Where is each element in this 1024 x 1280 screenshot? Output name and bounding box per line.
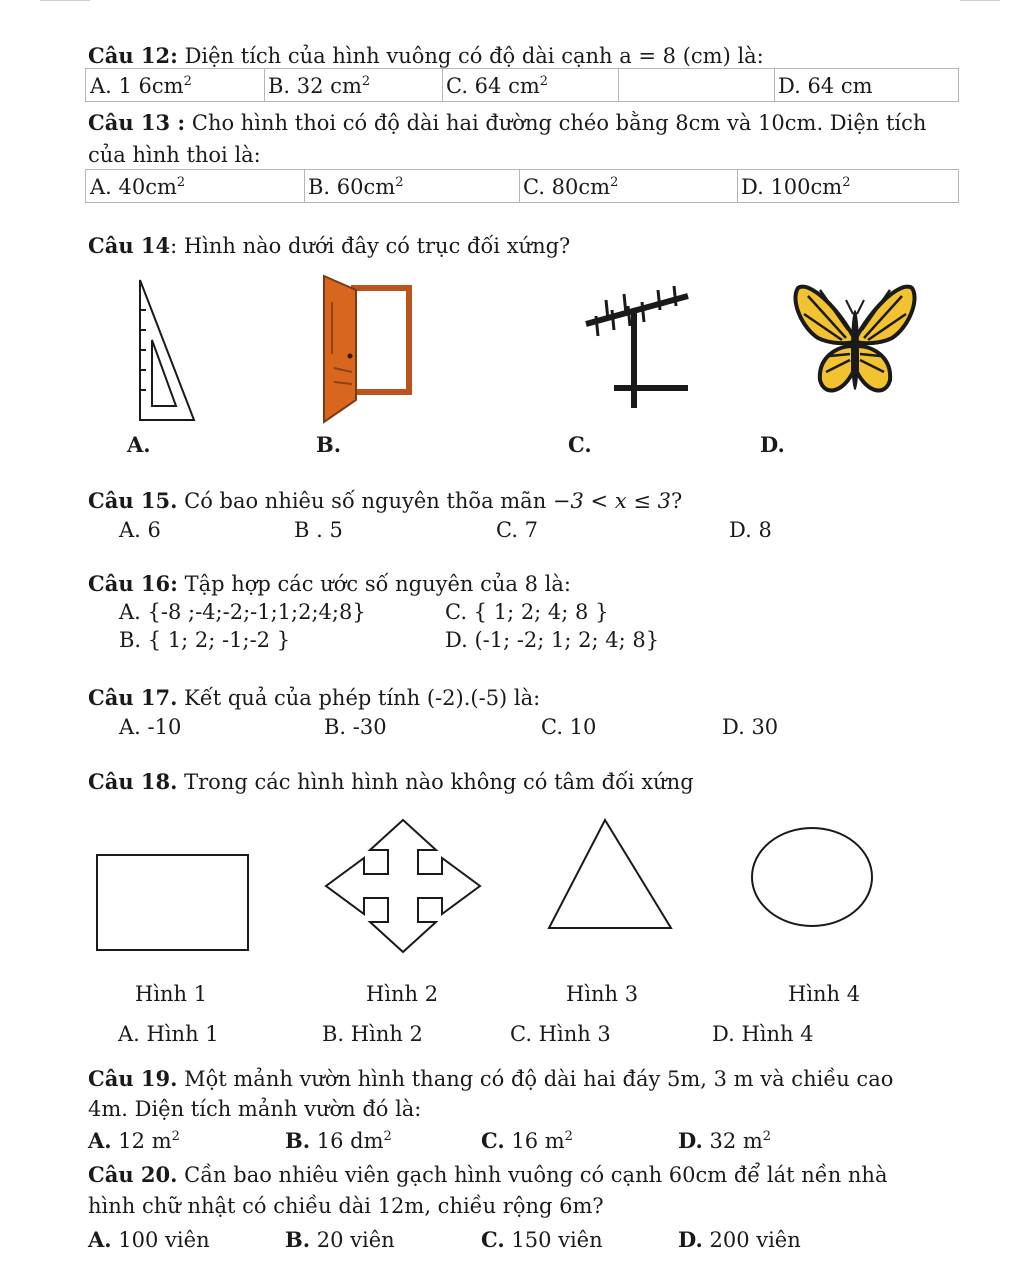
q17-option-a[interactable]: A. -10 [119, 715, 182, 739]
q15-option-b[interactable]: B . 5 [294, 518, 343, 542]
q19-option-a[interactable]: A. 12 $m^2$ [88, 1128, 180, 1153]
q12-option-d[interactable]: D. 64 cm [778, 74, 873, 98]
q18-option-c[interactable]: C. Hình 3 [510, 1022, 611, 1046]
q16-option-a[interactable]: A. {-8 ;-4;-2;-1;1;2;4;8} [119, 600, 366, 624]
q20-option-d[interactable]: D. 200 viên [678, 1227, 801, 1252]
q12-option-c[interactable]: C. 64 $cm^2$ [446, 74, 549, 98]
q15-option-a[interactable]: A. 6 [119, 518, 161, 542]
q13-option-c[interactable]: C. $80cm^2$ [523, 175, 619, 199]
q18-option-b[interactable]: B. Hình 2 [322, 1022, 423, 1046]
question-15: Câu 15. Có bao nhiêu số nguyên thõa mãn −3 < x ≤ 3? [88, 488, 683, 513]
q19-option-c[interactable]: C. 16 $m^2$ [481, 1128, 573, 1153]
antenna-figure [584, 286, 694, 410]
q12-option-b[interactable]: B. 32 $cm^2$ [268, 74, 371, 98]
door-figure [320, 272, 415, 424]
page-edge-mark [960, 0, 1000, 1]
question-13-line2: của hình thoi là: [88, 143, 261, 167]
q18-caption-2: Hình 2 [366, 982, 439, 1006]
q13-option-b[interactable]: B. $60cm^2$ [308, 175, 404, 199]
rectangle-figure [96, 854, 251, 952]
q17-option-b[interactable]: B. -30 [324, 715, 387, 739]
q12-options-table [85, 68, 959, 102]
q18-caption-3: Hình 3 [566, 982, 639, 1006]
butterfly-figure [790, 280, 920, 404]
q14-caption-d: D. [760, 432, 785, 457]
q20-option-a[interactable]: A. 100 viên [88, 1227, 210, 1252]
q15-option-d[interactable]: D. 8 [729, 518, 772, 542]
question-18: Câu 18. Trong các hình hình nào không có tâm đối xứng [88, 769, 694, 794]
question-13: Câu 13 : Cho hình thoi có độ dài hai đường chéo bằng 8cm và 10cm. Diện tích [88, 110, 927, 135]
q20-option-b[interactable]: B. 20 viên [285, 1227, 395, 1252]
q20-option-c[interactable]: C. 150 viên [481, 1227, 603, 1252]
page-edge-mark [40, 0, 90, 1]
q15-option-c[interactable]: C. 7 [496, 518, 539, 542]
q17-option-c[interactable]: C. 10 [541, 715, 597, 739]
q18-option-d[interactable]: D. Hình 4 [712, 1022, 814, 1046]
q19-option-d[interactable]: D. 32 $m^2$ [678, 1128, 772, 1153]
triangle-figure [547, 818, 673, 930]
four-arrow-figure [322, 818, 484, 954]
q13-option-a[interactable]: A. $40cm^2$ [90, 175, 186, 199]
question-17: Câu 17. Kết quả của phép tính (-2).(-5) là: [88, 685, 541, 710]
q14-caption-b: B. [316, 432, 342, 457]
circle-figure [750, 826, 875, 928]
q14-caption-c: C. [568, 432, 592, 457]
q13-option-d[interactable]: D. $100cm^2$ [741, 175, 851, 199]
question-20-line2: hình chữ nhật có chiều dài 12m, chiều rộng 6m? [88, 1194, 604, 1218]
q18-caption-4: Hình 4 [788, 982, 861, 1006]
q13-options-table [85, 169, 959, 203]
question-12: Câu 12: Diện tích của hình vuông có độ dài cạnh a = 8 (cm) là: [88, 43, 764, 68]
q16-option-c[interactable]: C. { 1; 2; 4; 8 } [445, 600, 609, 624]
question-16: Câu 16: Tập hợp các ước số nguyên của 8 là: [88, 571, 571, 596]
set-square-figure [130, 276, 200, 424]
q17-option-d[interactable]: D. 30 [722, 715, 779, 739]
question-14: Câu 14: Hình nào dưới đây có trục đối xứng? [88, 233, 571, 258]
question-20: Câu 20. Cần bao nhiêu viên gạch hình vuông có cạnh 60cm để lát nền nhà [88, 1162, 888, 1187]
q16-option-b[interactable]: B. { 1; 2; -1;-2 } [119, 628, 291, 652]
q16-option-d[interactable]: D. (-1; -2; 1; 2; 4; 8} [445, 628, 660, 652]
q14-caption-a: A. [127, 432, 151, 457]
inequality: −3 < x ≤ 3 [552, 489, 671, 513]
question-19-line2: 4m. Diện tích mảnh vườn đó là: [88, 1097, 422, 1121]
q19-option-b[interactable]: B. 16 $dm^2$ [285, 1128, 392, 1153]
q12-option-a[interactable]: A. 1 $6cm^2$ [90, 74, 192, 98]
question-19: Câu 19. Một mảnh vườn hình thang có độ dài hai đáy 5m, 3 m và chiều cao [88, 1066, 894, 1091]
q18-option-a[interactable]: A. Hình 1 [118, 1022, 219, 1046]
q18-caption-1: Hình 1 [135, 982, 208, 1006]
